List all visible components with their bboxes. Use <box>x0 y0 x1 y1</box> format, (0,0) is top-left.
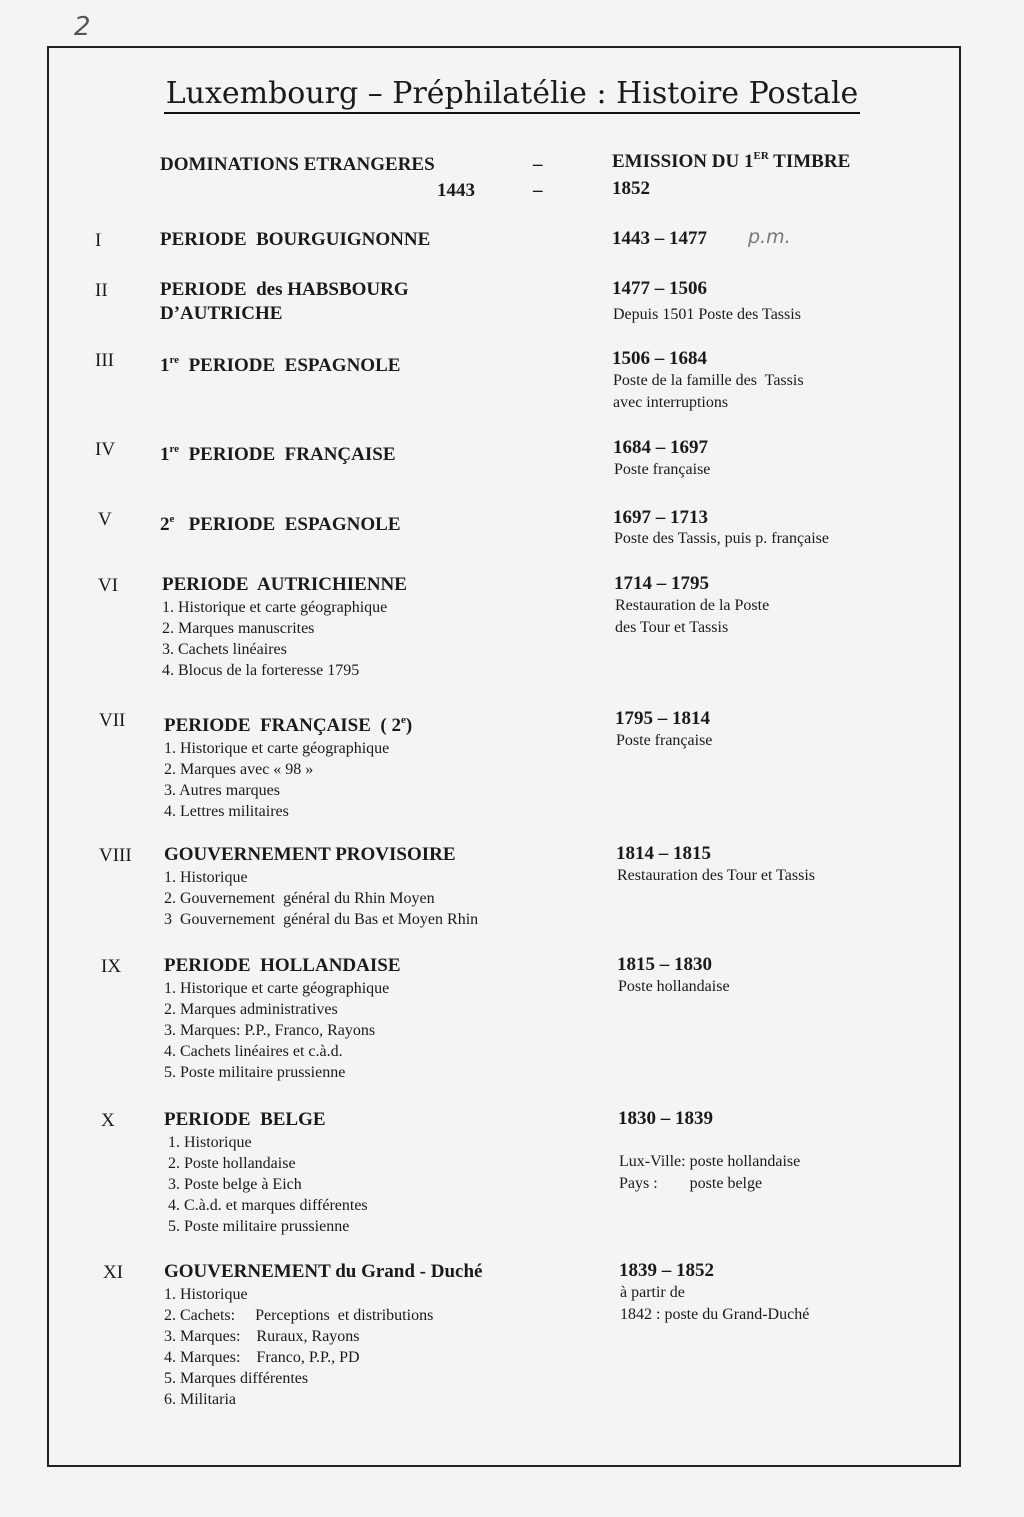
period-title-text: 1 <box>160 355 170 376</box>
subtopic-item: 2. Cachets: Perceptions et distributions <box>164 1307 434 1324</box>
postal-note-line: Poste hollandaise <box>618 978 730 995</box>
period-title-line <box>164 708 412 738</box>
period-dates: 1830 – 1839 <box>618 1108 713 1129</box>
period-dates: 1814 – 1815 <box>616 843 711 864</box>
subtopic-item: 5. Poste militaire prussienne <box>164 1218 350 1235</box>
header-right-line2: 1852 <box>612 178 650 199</box>
period-title <box>164 843 478 930</box>
postal-note-line: Restauration de la Poste <box>615 597 770 614</box>
period-title <box>160 348 400 378</box>
period-postal-note <box>620 1282 809 1326</box>
postal-note-line: Lux-Ville: poste hollandaise <box>619 1153 801 1170</box>
period-dates: 1697 – 1713 <box>613 507 708 528</box>
subtopic-item: 1. Historique <box>164 869 248 886</box>
period-dates: 1839 – 1852 <box>619 1260 714 1281</box>
period-title <box>164 1108 368 1237</box>
subtopic-item: 4. Marques: Franco, P.P., PD <box>164 1349 360 1366</box>
period-title-text-post: ) <box>405 715 413 736</box>
period-title-text-post: PERIODE FRANÇAISE <box>179 444 396 465</box>
header-dash-2: – <box>533 180 543 201</box>
subtopic-item: 3. Cachets linéaires <box>162 641 287 658</box>
period-title <box>164 708 412 822</box>
period-roman-numeral: XI <box>103 1262 124 1283</box>
subtopic-item: 5. Marques différentes <box>164 1370 309 1387</box>
subtopic-item: 1. Historique et carte géographique <box>164 740 390 757</box>
period-title-line: GOUVERNEMENT PROVISOIRE <box>164 844 456 865</box>
period-roman-numeral: VIII <box>99 845 132 866</box>
period-title-line: PERIODE des HABSBOURG <box>160 279 409 300</box>
period-roman-numeral: II <box>95 280 108 301</box>
period-title-line: PERIODE HOLLANDAISE <box>164 955 401 976</box>
period-subtopics <box>164 738 412 822</box>
subtopic-item: 2. Marques administratives <box>164 1001 338 1018</box>
subtopic-item: 6. Militaria <box>164 1391 236 1408</box>
period-subtopics <box>164 978 401 1083</box>
period-title-text: 2 <box>160 514 170 535</box>
period-title-line: PERIODE BOURGUIGNONNE <box>160 229 431 250</box>
period-dates: 1477 – 1506 <box>612 278 707 299</box>
period-title <box>162 573 407 681</box>
period-roman-numeral: IV <box>95 439 116 460</box>
period-title <box>164 954 401 1083</box>
page-title <box>0 76 1024 111</box>
period-postal-note <box>614 459 710 481</box>
period-roman-numeral: IX <box>101 956 122 977</box>
subtopic-item: 4. Cachets linéaires et c.à.d. <box>164 1043 343 1060</box>
period-dates: 1815 – 1830 <box>617 954 712 975</box>
subtopic-item: 3. Poste belge à Eich <box>164 1176 302 1193</box>
period-roman-numeral: I <box>95 230 102 251</box>
subtopic-item: 2. Gouvernement général du Rhin Moyen <box>164 890 435 907</box>
postal-note-line: à partir de <box>620 1284 685 1301</box>
header-dash-1: – <box>533 154 543 175</box>
postal-note-line: Poste des Tassis, puis p. française <box>614 530 829 547</box>
postal-note-line: Poste de la famille des Tassis <box>613 372 804 389</box>
period-dates: 1684 – 1697 <box>613 437 708 458</box>
page-number: 2 <box>74 12 91 42</box>
page-title-text: Luxembourg – Préphilatélie : Histoire Postale <box>164 76 861 114</box>
period-title <box>164 1260 482 1410</box>
period-roman-numeral: VII <box>99 710 126 731</box>
period-dates: 1795 – 1814 <box>615 708 710 729</box>
period-postal-note <box>618 976 730 998</box>
header-left-line2: 1443 <box>437 180 475 201</box>
subtopic-item: 1. Historique <box>164 1134 252 1151</box>
postal-note-line: Pays : poste belge <box>619 1175 763 1192</box>
period-subtopics <box>164 867 478 930</box>
period-roman-numeral: III <box>95 350 114 371</box>
header-right-text: EMISSION DU 1 <box>612 151 754 172</box>
header-left-line1: DOMINATIONS ETRANGERES <box>160 154 435 175</box>
postal-note-line: avec interruptions <box>613 394 729 411</box>
period-title <box>160 437 396 467</box>
subtopic-item: 1. Historique <box>164 1286 248 1303</box>
subtopic-item: 1. Historique et carte géographique <box>164 980 390 997</box>
period-dates: 1443 – 1477 <box>612 228 707 249</box>
period-title-text: PERIODE FRANÇAISE ( 2 <box>164 715 401 736</box>
period-title-sup: re <box>169 354 180 366</box>
period-title-line: PERIODE BELGE <box>164 1109 326 1130</box>
subtopic-item: 3. Marques: P.P., Franco, Rayons <box>164 1022 376 1039</box>
subtopic-item: 3. Autres marques <box>164 782 280 799</box>
subtopic-item: 1. Historique et carte géographique <box>162 599 388 616</box>
period-title-text: 1 <box>160 444 170 465</box>
subtopic-item: 4. Lettres militaires <box>164 803 289 820</box>
header-right-sup: ER <box>753 150 769 162</box>
postal-note-line: Restauration des Tour et Tassis <box>617 867 816 884</box>
period-title-line <box>160 437 396 467</box>
subtopic-item: 3. Marques: Ruraux, Rayons <box>164 1328 360 1345</box>
subtopic-item: 2. Marques manuscrites <box>162 620 315 637</box>
subtopic-item: 4. C.à.d. et marques différentes <box>164 1197 368 1214</box>
header-right-line1 <box>612 150 850 173</box>
period-subtopics <box>162 597 407 681</box>
period-title-line: GOUVERNEMENT du Grand - Duché <box>164 1261 483 1282</box>
postal-note-line: 1842 : poste du Grand-Duché <box>620 1306 810 1323</box>
header-right-text-post: TIMBRE <box>768 151 851 172</box>
period-title-line <box>160 348 400 378</box>
postal-note-line: Poste française <box>616 732 713 749</box>
period-subtopics <box>164 1132 368 1237</box>
handwritten-note: p.m. <box>748 226 791 248</box>
subtopic-item: 4. Blocus de la forteresse 1795 <box>162 662 360 679</box>
subtopic-item: 2. Poste hollandaise <box>164 1155 296 1172</box>
period-title <box>160 507 401 537</box>
period-title <box>160 278 409 326</box>
period-postal-note <box>613 304 801 326</box>
period-dates: 1714 – 1795 <box>614 573 709 594</box>
period-dates: 1506 – 1684 <box>612 348 707 369</box>
period-postal-note <box>614 528 829 550</box>
period-postal-note <box>613 370 804 414</box>
subtopic-item: 3 Gouvernement général du Bas et Moyen Rhin <box>164 911 479 928</box>
period-title-line: PERIODE AUTRICHIENNE <box>162 574 407 595</box>
period-title <box>160 228 430 252</box>
period-postal-note <box>615 595 769 639</box>
postal-note-line: des Tour et Tassis <box>615 619 729 636</box>
period-postal-note <box>617 865 815 887</box>
postal-note-line: Poste française <box>614 461 711 478</box>
period-subtopics <box>164 1284 482 1410</box>
period-postal-note <box>619 1151 800 1195</box>
period-title-text-post: PERIODE ESPAGNOLE <box>179 355 401 376</box>
period-title-line <box>160 507 401 537</box>
period-title-sup: re <box>169 443 180 455</box>
subtopic-item: 5. Poste militaire prussienne <box>164 1064 346 1081</box>
period-roman-numeral: VI <box>98 575 119 596</box>
period-roman-numeral: X <box>101 1110 115 1131</box>
period-title-text-post: PERIODE ESPAGNOLE <box>174 514 401 535</box>
subtopic-item: 2. Marques avec « 98 » <box>164 761 314 778</box>
postal-note-line: Depuis 1501 Poste des Tassis <box>613 306 801 323</box>
period-title-line-2: D’AUTRICHE <box>160 303 283 324</box>
period-postal-note <box>616 730 712 752</box>
period-title-sup: e <box>169 513 175 525</box>
period-roman-numeral: V <box>98 509 112 530</box>
period-title-sup: e <box>401 714 406 726</box>
